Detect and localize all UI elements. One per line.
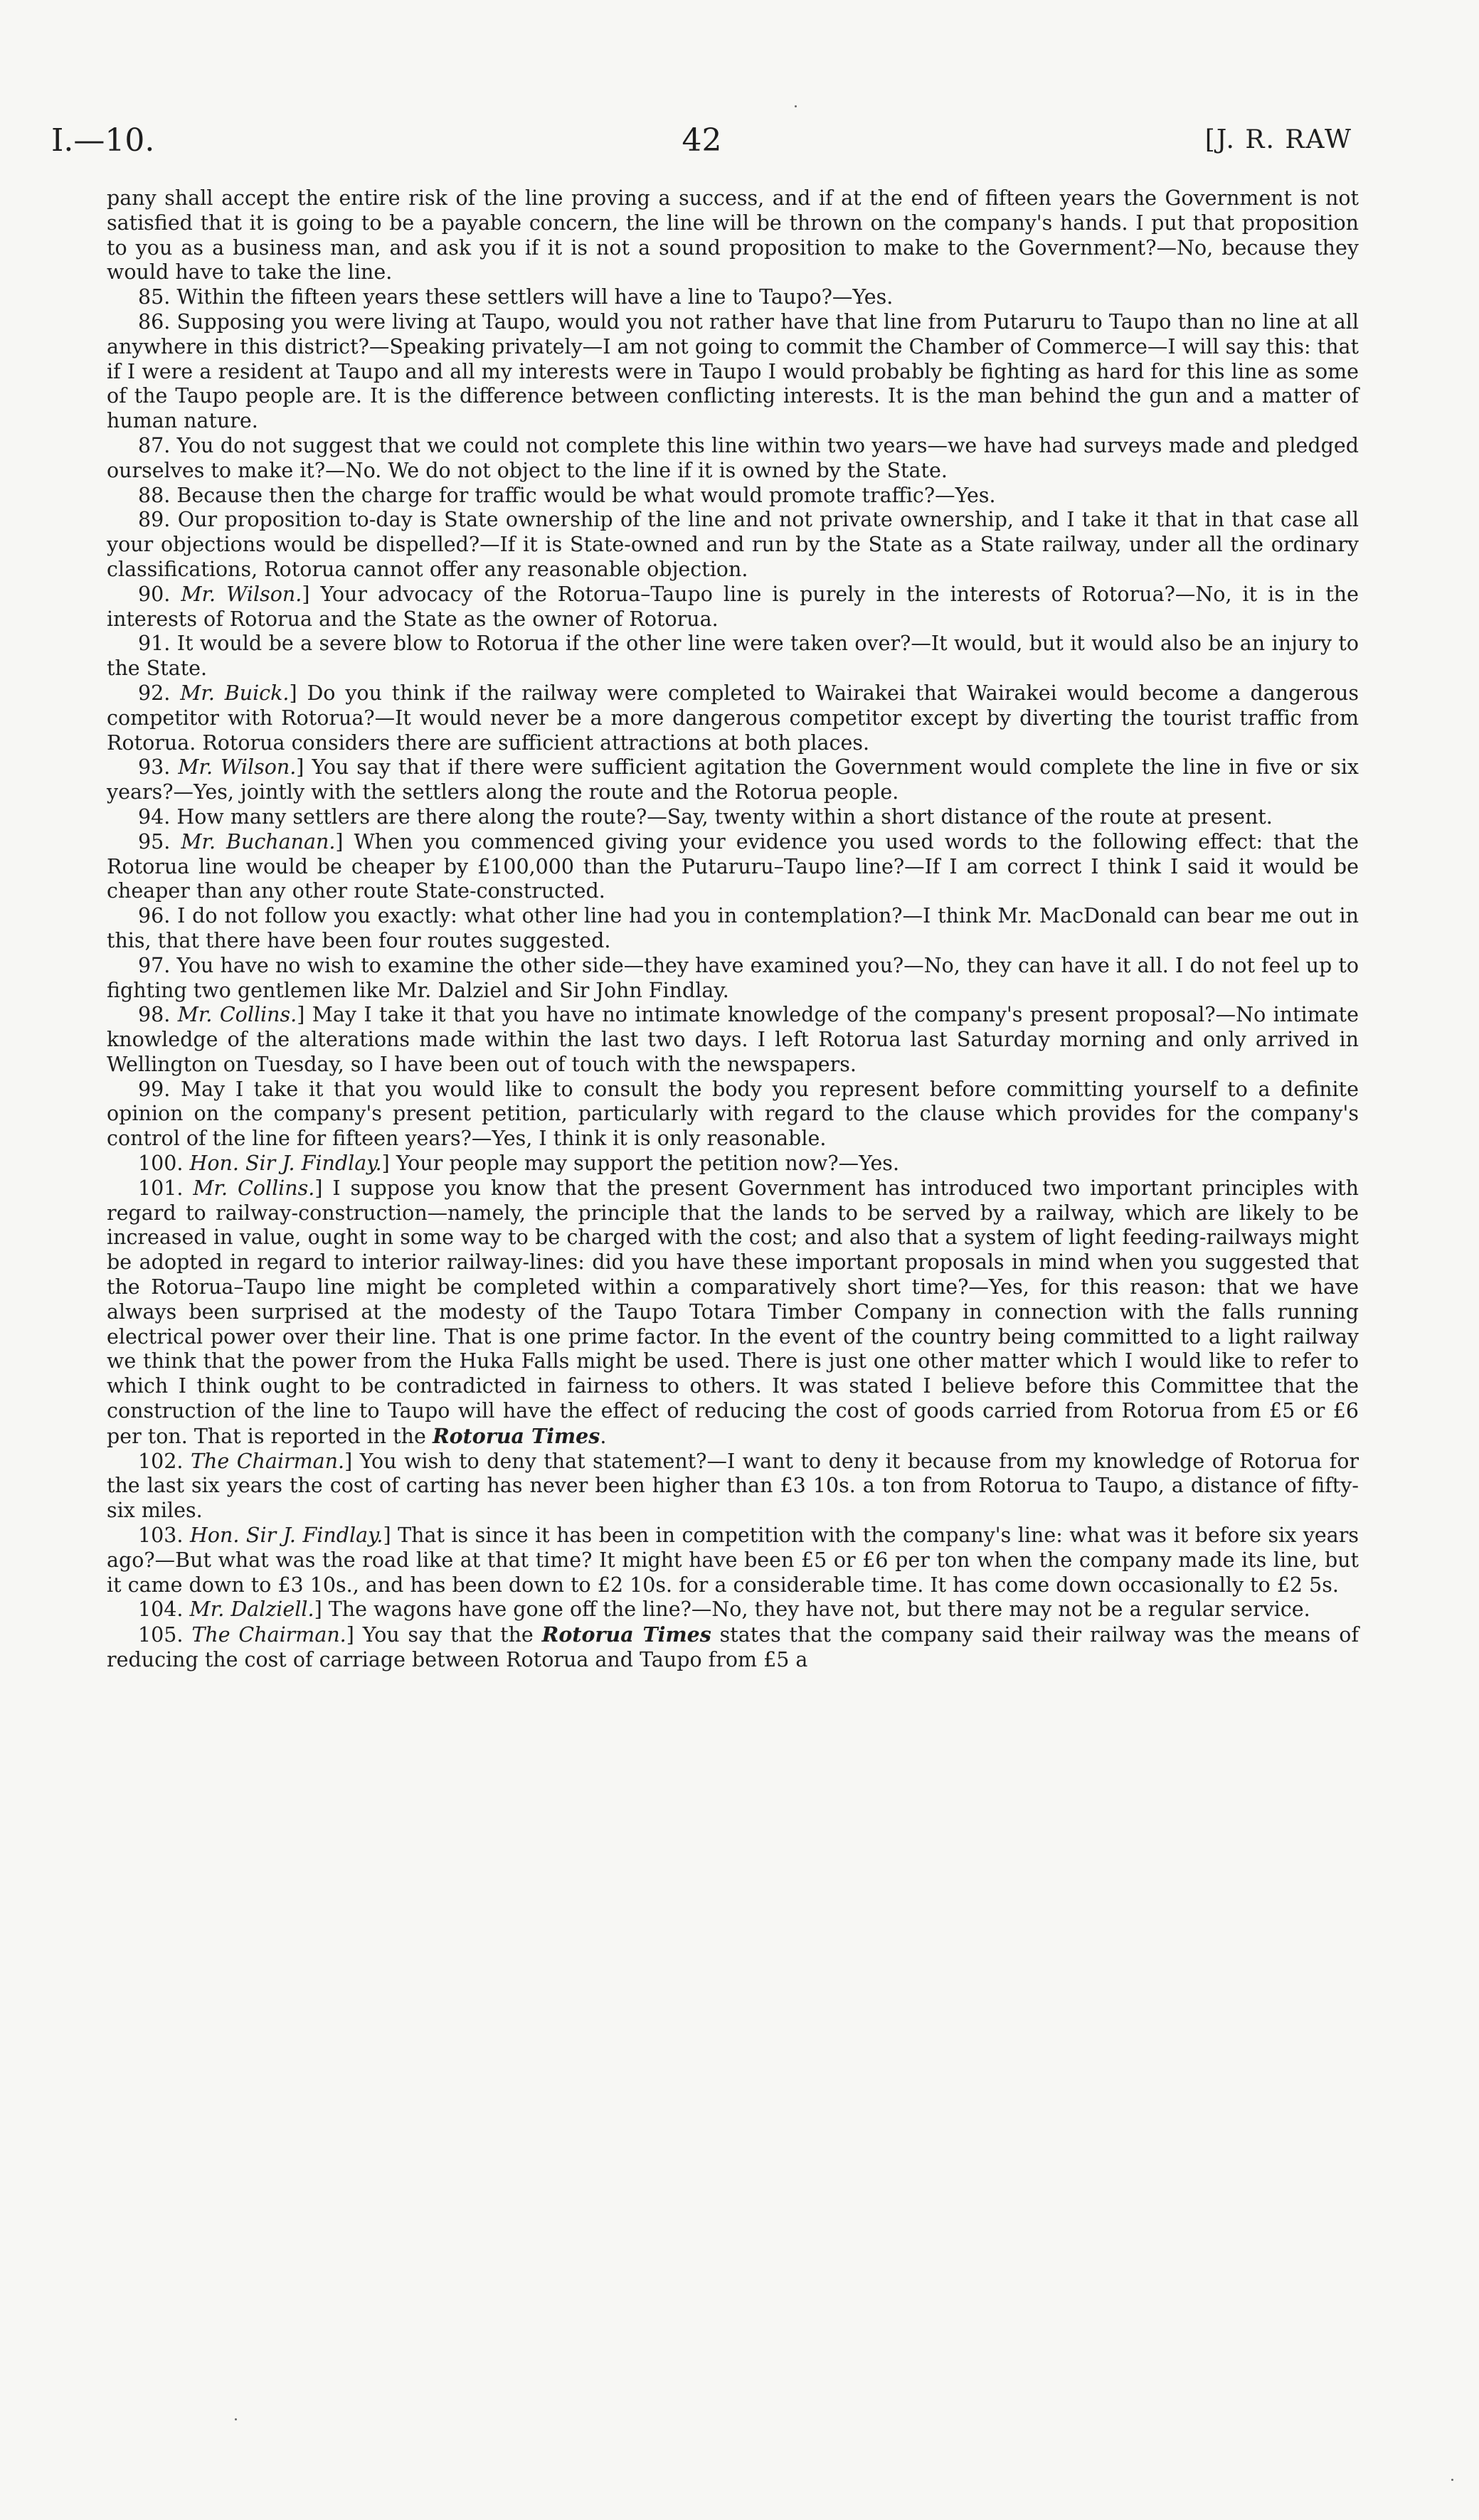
question-paragraph xyxy=(107,681,1359,755)
paragraph-text: May I take it that you would like to consult the body you represent before committing yourself to a definite opinion on the company's present petition, particularly with regard to the clause which provides for the company's control of the line for fifteen years?—Yes, I think it is only reasonable. xyxy=(107,1077,1359,1151)
newspaper-title: Rotorua Times xyxy=(541,1622,711,1647)
question-number: 98. xyxy=(138,1003,171,1027)
paragraph-text: It would be a severe blow to Rotorua if the other line were taken over?—It would, but it would also be an injury to the State. xyxy=(107,632,1359,681)
paragraph-text: You say that if there were sufficient agitation the Government would complete the line in five or six years?—Yes, jointly with the settlers along the route and the Rotorua people. xyxy=(107,755,1359,804)
question-paragraph xyxy=(107,805,1359,830)
paragraph-text: You wish to deny that statement?—I want to deny it because from my knowledge of Rotorua for the last six years the cost of carting has never been higher than £3 10s. a ton from Rotorua to Taupo, a distance of fifty-six miles. xyxy=(107,1449,1359,1523)
question-number: 95. xyxy=(138,829,171,854)
continued-paragraph xyxy=(107,186,1359,285)
question-number: 105. xyxy=(138,1623,184,1647)
question-paragraph xyxy=(107,1003,1359,1077)
paragraph-text: I do not follow you exactly: what other line had you in contemplation?—I think Mr. MacDonald can bear me out in this, that there have been four routes suggested. xyxy=(107,904,1359,952)
question-paragraph xyxy=(107,1176,1359,1450)
speaker-bracket: ] xyxy=(289,681,297,705)
question-paragraph xyxy=(107,1078,1359,1152)
question-number: 89. xyxy=(138,508,171,532)
question-number: 101. xyxy=(138,1176,184,1200)
evidence-body xyxy=(107,186,1359,1673)
paragraph-text: You do not suggest that we could not complete this line within two years—we have had surveys made and pledged ourselves to make it?—No. We do not object to the line if it is owned by the State. xyxy=(107,433,1359,482)
question-paragraph xyxy=(107,1622,1359,1673)
question-paragraph xyxy=(107,583,1359,632)
question-paragraph xyxy=(107,904,1359,954)
speaker-bracket: ] xyxy=(335,829,344,854)
question-number: 91. xyxy=(138,632,171,656)
question-number: 85. xyxy=(138,285,171,309)
newspaper-title: Rotorua Times xyxy=(432,1423,600,1448)
speaker-name: Mr. Wilson. xyxy=(178,755,297,780)
speaker-bracket: ] xyxy=(302,582,310,606)
question-paragraph xyxy=(107,1524,1359,1597)
page-header xyxy=(51,122,1352,172)
paragraph-text: May I take it that you have no intimate knowledge of the company's present proposal?—No intimate knowledge of the alterations made within the last two days. I left Rotorua last Saturday morning and only arrived in Wellington on Tuesday, so I have been out of touch with the newspapers. xyxy=(107,1003,1359,1076)
speaker-bracket: ] xyxy=(383,1524,391,1548)
paragraph-text: Your advocacy of the Rotorua–Taupo line is purely in the interests of Rotorua?—No, it is in the interests of Rotorua and the State as the owner of Rotorua. xyxy=(107,582,1359,631)
paragraph-text: Our proposition to-day is State ownership of the line and not private ownership, and I take it that in that case all your objections would be dispelled?—If it is State-owned and run by the State as a State railway, under all the ordinary classifications, Rotorua cannot offer any reasonable objection. xyxy=(107,508,1359,581)
page-number: 42 xyxy=(682,122,722,159)
question-number: 96. xyxy=(138,904,171,928)
paragraph-text: I suppose you know that the present Government has introduced two important principles with regard to railway-construction—namely, the principle that the lands to be served by a railway, which are likely to be increased in value, ought in some way to be charged with the cost; and also that a system of light feeding-railways might be adopted in regard to interior railway-lines: did you have these important proposals in mind when you suggested that the Rotorua–Taupo line might be completed within a comparatively short time?—Yes, for this reason: that we have always been surprised at the modesty of the Taupo Totara Timber Company in connection with the falls running electrical power over their line. That is one prime factor. In the event of the country being committed to a light railway we think that the power from the Huka Falls might be used. There is just one other matter which I would like to refer to which I think ought to be contradicted in fairness to others. It was stated I believe before this Committee that the construction of the line to Taupo will have the effect of reducing the cost of goods carried from Rotorua from £5 or £6 per ton. That is reported in the xyxy=(107,1176,1359,1448)
paragraph-text: When you commenced giving your evidence you used words to the following effect: that the Rotorua line would be cheaper by £100,000 than the Putaruru–Taupo line?—If I am correct I think I said it would be cheaper than any other route State-constructed. xyxy=(107,829,1359,903)
question-paragraph xyxy=(107,508,1359,582)
document-reference: I.—10. xyxy=(51,122,155,159)
print-speck xyxy=(1451,2479,1453,2481)
print-speck xyxy=(235,2418,237,2420)
paragraph-tail: states that the company said their railway was the means of reducing the cost of carriage between Rotorua and Taupo from £5 a xyxy=(107,1623,1359,1672)
speaker-bracket: ] xyxy=(314,1597,322,1622)
speaker-bracket: ] xyxy=(314,1176,323,1200)
question-paragraph xyxy=(107,954,1359,1004)
paragraph-text: pany shall accept the entire risk of the line proving a success, and if at the end of fifteen years the Government is not satisfied that it is going to be a payable concern, the line will be thrown on the company's hands. I put that proposition to you as a business man, and ask you if it is not a sound proposition to make to the Government?—No, because they would have to take the line. xyxy=(107,186,1359,285)
question-paragraph xyxy=(107,830,1359,904)
speaker-bracket: ] xyxy=(381,1152,390,1176)
witness-name-text: J. R. RAW xyxy=(1216,125,1352,154)
question-paragraph xyxy=(107,434,1359,484)
bracket: [ xyxy=(1204,125,1216,154)
speaker-bracket: ] xyxy=(344,1449,353,1473)
paragraph-text: Supposing you were living at Taupo, would you not rather have that line from Putaruru to Taupo than no line at all anywhere in this district?—Speaking privately—I am not going to commit the Chamber of Commerce—I will say this: that if I were a resident at Taupo and all my interests were in Taupo I would probably be fighting as hard for this line as some of the Taupo people are. It is the difference between conflicting interests. It is the man behind the gun and a matter of human nature. xyxy=(107,309,1359,433)
paragraph-text: That is since it has been in competition with the company's line: what was it before six years ago?—But what was the road like at that time? It might have been £5 or £6 per ton when the company made its line, but it came down to £3 10s., and has been down to £2 10s. for a considerable time. It has come down occasionally to £2 5s. xyxy=(107,1524,1359,1597)
speaker-bracket: ] xyxy=(297,1003,305,1027)
speaker-name: Hon. Sir J. Findlay. xyxy=(189,1524,383,1548)
question-number: 102. xyxy=(138,1449,184,1473)
question-number: 99. xyxy=(138,1077,171,1101)
question-number: 93. xyxy=(138,755,171,780)
paragraph-text: Your people may support the petition now?—Yes. xyxy=(389,1152,899,1176)
speaker-bracket: ] xyxy=(346,1623,354,1647)
question-paragraph xyxy=(107,310,1359,434)
question-paragraph xyxy=(107,1152,1359,1176)
question-number: 90. xyxy=(138,582,171,606)
speaker-name: Mr. Collins. xyxy=(177,1003,297,1027)
speaker-bracket: ] xyxy=(296,755,304,780)
speaker-name: The Chairman. xyxy=(191,1623,346,1647)
print-speck xyxy=(795,105,797,107)
paragraph-text: How many settlers are there along the route?—Say, twenty within a short distance of the route at present. xyxy=(176,804,1273,829)
paragraph-text: You have no wish to examine the other side—they have examined you?—No, they can have it all. I do not feel up to fighting two gentlemen like Mr. Dalziel and Sir John Findlay. xyxy=(107,953,1359,1002)
question-number: 92. xyxy=(138,681,171,705)
paragraph-text: Within the fifteen years these settlers will have a line to Taupo?—Yes. xyxy=(176,285,894,309)
question-paragraph xyxy=(107,484,1359,509)
question-number: 87. xyxy=(138,433,171,457)
speaker-name: Mr. Wilson. xyxy=(181,582,302,606)
question-paragraph xyxy=(107,1450,1359,1524)
question-paragraph xyxy=(107,632,1359,681)
speaker-name: Mr. Buchanan. xyxy=(181,829,336,854)
speaker-name: Mr. Dalziell. xyxy=(189,1597,314,1622)
question-paragraph xyxy=(107,1597,1359,1622)
question-number: 97. xyxy=(138,953,171,977)
question-number: 94. xyxy=(138,804,171,829)
paragraph-text: Do you think if the railway were completed to Wairakei that Wairakei would become a dangerous competitor with Rotorua?—It would never be a more dangerous competitor except by diverting the tourist traffic from Rotorua. Rotorua considers there are sufficient attractions at both places. xyxy=(107,681,1359,755)
witness-name xyxy=(1205,125,1352,154)
question-paragraph xyxy=(107,285,1359,310)
paragraph-text: Because then the charge for traffic would be what would promote traffic?—Yes. xyxy=(176,483,996,507)
speaker-name: Hon. Sir J. Findlay. xyxy=(189,1152,382,1176)
paragraph-tail: . xyxy=(600,1424,607,1448)
speaker-name: Mr. Buick. xyxy=(180,681,290,705)
paragraph-text: The wagons have gone off the line?—No, they have not, but there may not be a regular service. xyxy=(322,1597,1310,1622)
question-number: 103. xyxy=(138,1524,184,1548)
speaker-name: Mr. Collins. xyxy=(193,1176,315,1200)
question-number: 88. xyxy=(138,483,171,507)
speaker-name: The Chairman. xyxy=(191,1449,345,1473)
question-number: 86. xyxy=(138,309,171,334)
paragraph-text: You say that the xyxy=(354,1623,542,1647)
question-number: 100. xyxy=(138,1152,184,1176)
question-number: 104. xyxy=(138,1597,184,1622)
question-paragraph xyxy=(107,755,1359,805)
